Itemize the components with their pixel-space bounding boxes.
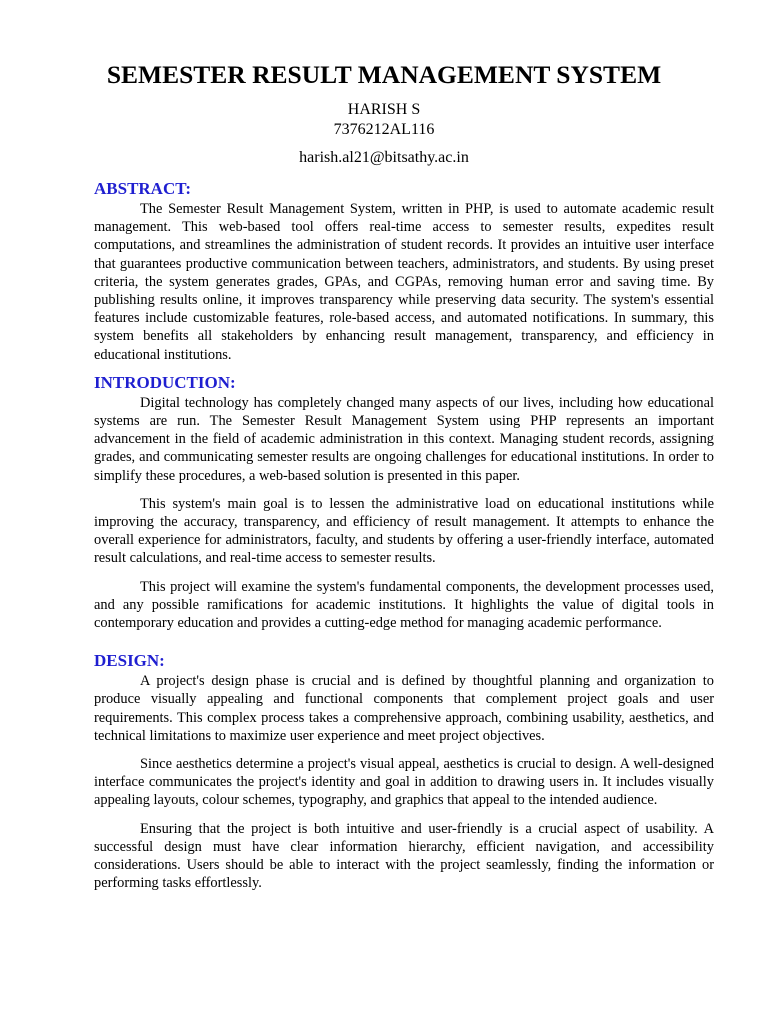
design-heading: DESIGN: bbox=[94, 651, 165, 671]
design-paragraph-1: A project's design phase is crucial and is defined by thoughtful planning and organization to produce visually appealing and functional components that complement project goals and user requirements. This complex process takes a comprehensive approach, combining usability, aesthetics, and technical limitations to maximize user experience and meet project objectives. bbox=[94, 673, 714, 744]
design-paragraph-3: Ensuring that the project is both intuitive and user-friendly is a crucial aspect of usability. A successful design must have clear information hierarchy, efficient navigation, and accessibility considerations. Users should be able to interact with the project seamlessly, finding the information or performing tasks effortlessly. bbox=[94, 820, 714, 892]
author-email: harish.al21@bitsathy.ac.in bbox=[299, 149, 469, 166]
abstract-paragraph: The Semester Result Management System, written in PHP, is used to automate academic result management. This web-based tool offers real-time access to semester results, expedites result computations, and streamlines the administration of student records. It provides an intuitive user interface that guarantees productive communication between teachers, administrators, and students. By using preset criteria, the system generates grades, GPAs, and CGPAs, removing human error and saving time. By publishing results online, it improves transparency while preserving data security. The system's essential features include customizable features, role-based access, and automated notifications. In summary, this system benefits all stakeholders by enhancing result management, transparency, and efficiency in educational institutions. bbox=[94, 201, 714, 363]
author-id: 7376212AL116 bbox=[333, 121, 435, 138]
page-title: SEMESTER RESULT MANAGEMENT SYSTEM bbox=[106, 60, 662, 89]
introduction-paragraph-2: This system's main goal is to lessen the administrative load on educational institutions while improving the accuracy, transparency, and efficiency of result management. It attempts to enhance the overall experience for administrators, faculty, and students by offering a user-friendly interface, automated result calculations, and real-time access to semester results. bbox=[94, 495, 714, 567]
design-paragraph-2: Since aesthetics determine a project's visual appeal, aesthetics is crucial to design. A well-designed interface communicates the project's identity and goal in addition to drawing users in. It includes visually appealing layouts, colour schemes, typography, and graphics that appeal to the intended audience. bbox=[94, 756, 714, 809]
introduction-heading: INTRODUCTION: bbox=[94, 372, 236, 392]
abstract-heading: ABSTRACT: bbox=[94, 179, 191, 198]
introduction-paragraph-3: This project will examine the system's fundamental components, the development processes used, and any possible ramifications for academic institutions. It highlights the value of digital tools in contemporary education and provides a cutting-edge method for managing academic performance. bbox=[94, 578, 714, 632]
author-block bbox=[54, 100, 714, 140]
author-name: HARISH S bbox=[347, 101, 421, 118]
introduction-paragraph-1: Digital technology has completely changed many aspects of our lives, including how educational systems are run. The Semester Result Management System using PHP represents an important advancement in the field of academic administration in this context. Managing student records, assigning grades, and communicating semester results are ongoing challenges for educational institutions. In order to simplify these procedures, a web-based solution is presented in this paper. bbox=[94, 394, 714, 484]
